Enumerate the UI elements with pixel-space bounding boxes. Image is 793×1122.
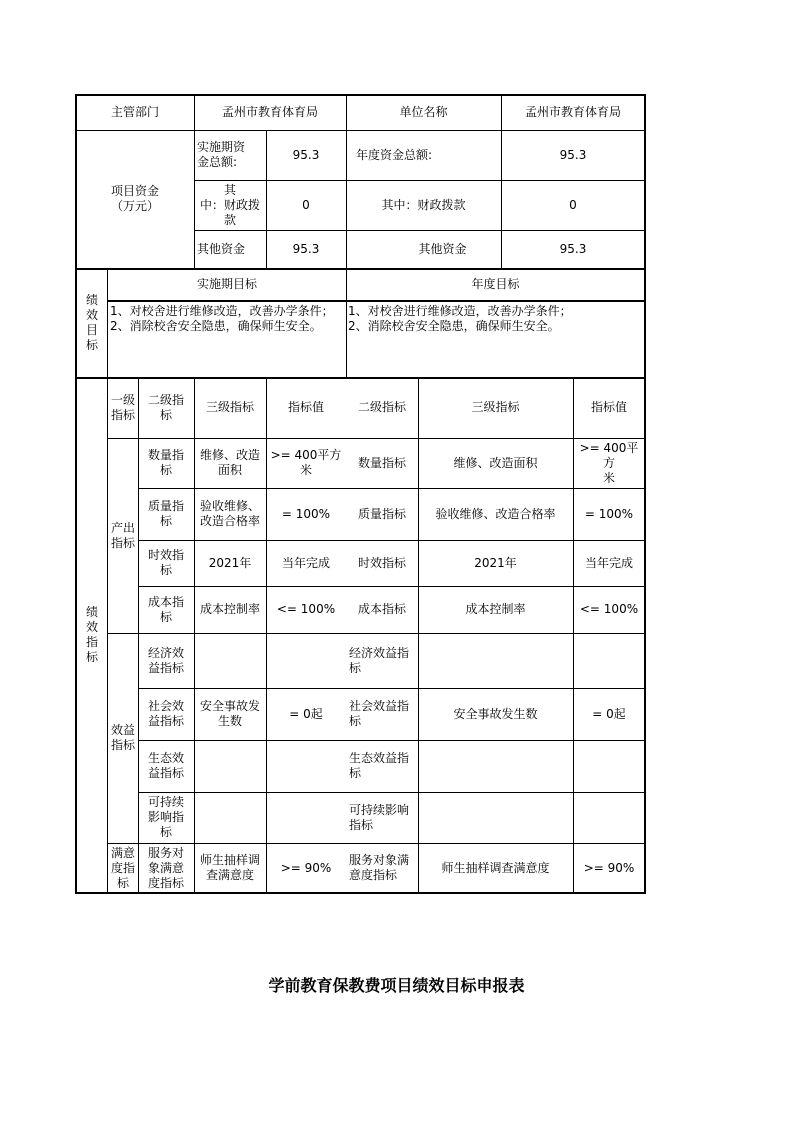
col-value-header: 指标值 — [287, 400, 324, 414]
grid-line — [108, 843, 646, 844]
impl-goal-header: 实施期目标 — [196, 276, 257, 291]
indicators-side-text: 绩效指标 — [85, 605, 98, 664]
grid-line — [194, 377, 195, 894]
annual-total-label: 年度资金总额: — [356, 147, 433, 162]
indicators-side-label — [76, 377, 108, 893]
grid-line — [75, 268, 646, 270]
level3-cell — [194, 740, 266, 792]
benefit-indicator-text: 效益指标 — [110, 723, 135, 752]
grid-line — [108, 300, 646, 302]
grid-line — [194, 230, 646, 231]
level3-cell: 2021年 — [208, 555, 252, 570]
level3-annual-cell — [418, 740, 573, 792]
value-cell: <= 100% — [276, 602, 336, 616]
level2-annual-cell: 质量指标 — [357, 506, 406, 521]
goals-side-text: 绩效目标 — [85, 292, 98, 352]
value-cell: = 100% — [281, 506, 331, 521]
level3-cell: 维修、改造 面积 — [199, 448, 260, 477]
unit-value: 孟州市教育体育局 — [524, 105, 621, 119]
level2-annual-cell: 成本指标 — [357, 602, 406, 616]
annual-fiscal-value: 0 — [569, 197, 577, 212]
impl-fiscal-label: 其 中：财政拨 款 — [199, 182, 260, 227]
level2-annual-cell: 经济效益指 标 — [349, 645, 410, 675]
annual-goal-text: 1、对校舍进行维修改造，改善办学条件； 2、消除校舍安全隐患，确保师生安全。 — [348, 304, 572, 333]
funds-label: 项目资金 （万元） — [110, 184, 159, 213]
level3-cell: 验收维修、 改造合格率 — [199, 499, 260, 528]
page-title: 学前教育保教费项目绩效目标申报表 — [268, 976, 525, 995]
value-annual-cell — [573, 740, 645, 792]
grid-line — [501, 94, 502, 269]
col-level1-header: 一级 指标 — [110, 392, 135, 422]
level2-cell: 经济效 益指标 — [147, 645, 184, 675]
grid-line — [194, 180, 646, 181]
grid-line — [266, 130, 267, 269]
annual-goal-header: 年度目标 — [471, 276, 520, 291]
grid-line — [108, 438, 646, 439]
level2-annual-cell: 服务对象满 意度指标 — [349, 853, 410, 882]
level3-cell — [194, 792, 266, 843]
level3-annual-cell — [418, 792, 573, 843]
level3-annual-cell: 维修、改造面积 — [453, 455, 538, 470]
impl-fiscal-value: 0 — [302, 197, 310, 212]
grid-line — [108, 633, 646, 634]
grid-line — [138, 586, 646, 587]
level3-annual-cell — [418, 633, 573, 688]
satisfaction-indicator-label — [108, 843, 138, 893]
supervisor-label: 主管部门 — [110, 105, 159, 119]
col-value-annual-header: 指标值 — [590, 400, 627, 414]
grid-line — [138, 688, 646, 689]
impl-total-value: 95.3 — [292, 147, 320, 162]
annual-other-label: 其他资金 — [418, 241, 467, 256]
grid-line — [75, 94, 646, 96]
benefit-indicator-label — [108, 633, 138, 843]
level2-cell: 数量指 标 — [147, 448, 184, 477]
level2-cell: 时效指 标 — [147, 548, 184, 577]
grid-line — [194, 94, 195, 269]
value-cell: >= 90% — [280, 860, 332, 875]
impl-other-label: 其他资金 — [197, 241, 246, 256]
impl-other-value: 95.3 — [292, 241, 320, 256]
level2-cell: 服务对 象满意 度指标 — [147, 845, 184, 890]
level3-annual-cell: 验收维修、改造合格率 — [435, 506, 556, 521]
level2-cell: 成本指 标 — [147, 594, 184, 624]
satisfaction-indicator-text: 满意度指标 — [110, 845, 135, 890]
unit-label: 单位名称 — [399, 105, 448, 119]
value-cell: >= 400平方 米 — [270, 448, 342, 477]
output-indicator-label — [108, 438, 138, 633]
grid-line — [418, 377, 419, 894]
grid-line — [75, 94, 77, 894]
value-annual-cell: >= 90% — [583, 860, 635, 875]
level3-cell: 安全事故发 生数 — [199, 699, 260, 728]
grid-line — [75, 130, 646, 131]
level2-cell: 生态效 益指标 — [147, 751, 184, 780]
level2-cell: 质量指 标 — [147, 499, 184, 528]
grid-line — [573, 377, 574, 894]
col-level2-annual-header: 二级指标 — [357, 400, 406, 414]
level2-annual-cell: 时效指标 — [357, 555, 406, 570]
col-level3-header: 三级指标 — [205, 400, 254, 414]
level3-annual-cell: 2021年 — [474, 555, 517, 570]
grid-line — [346, 94, 347, 378]
grid-line — [75, 377, 646, 379]
grid-line — [75, 892, 646, 894]
grid-line — [138, 792, 646, 793]
annual-fiscal-label: 其中：财政拨款 — [381, 197, 466, 212]
col-level3-annual-header: 三级指标 — [471, 400, 520, 414]
level2-annual-cell: 生态效益指 标 — [349, 751, 410, 780]
value-cell: = 0起 — [289, 706, 323, 721]
level3-annual-cell: 安全事故发生数 — [453, 706, 538, 721]
level2-annual-cell: 数量指标 — [357, 455, 406, 470]
grid-line — [266, 377, 267, 894]
annual-other-value: 95.3 — [559, 241, 587, 256]
value-annual-cell: = 100% — [584, 506, 634, 521]
supervisor-value: 孟州市教育体育局 — [221, 105, 318, 119]
value-annual-cell: <= 100% — [579, 602, 639, 616]
goals-side-label — [76, 268, 108, 377]
annual-total-value: 95.3 — [559, 147, 587, 162]
output-indicator-text: 产出指标 — [110, 520, 135, 550]
grid-line — [138, 488, 646, 489]
level2-cell: 社会效 益指标 — [147, 699, 184, 728]
grid-line — [138, 540, 646, 541]
value-cell — [266, 740, 346, 792]
value-annual-cell: 当年完成 — [584, 555, 633, 570]
value-annual-cell: = 0起 — [592, 706, 626, 721]
level3-cell: 师生抽样调 查满意度 — [199, 853, 260, 882]
level3-cell: 成本控制率 — [199, 602, 260, 616]
grid-line — [138, 740, 646, 741]
impl-total-label: 实施期资 金总额: — [197, 140, 246, 169]
value-annual-cell: >= 400平方 米 — [579, 440, 639, 485]
level2-annual-cell: 社会效益指 标 — [349, 699, 410, 728]
level3-annual-cell: 成本控制率 — [465, 602, 526, 616]
grid-line — [138, 377, 139, 894]
grid-line — [644, 94, 646, 894]
value-cell: 当年完成 — [281, 555, 330, 570]
level3-cell — [194, 633, 266, 688]
value-annual-cell — [573, 792, 645, 843]
impl-goal-text: 1、对校舍进行维修改造，改善办学条件； 2、消除校舍安全隐患，确保师生安全。 — [110, 304, 334, 333]
col-level2-header: 二级指 标 — [147, 392, 184, 422]
level2-annual-cell: 可持续影响 指标 — [349, 802, 410, 832]
level2-cell: 可持续 影响指 标 — [147, 795, 184, 839]
value-cell — [266, 792, 346, 843]
level3-annual-cell: 师生抽样调查满意度 — [441, 860, 550, 875]
value-cell — [266, 633, 346, 688]
value-annual-cell — [573, 633, 645, 688]
grid-line — [107, 268, 108, 894]
